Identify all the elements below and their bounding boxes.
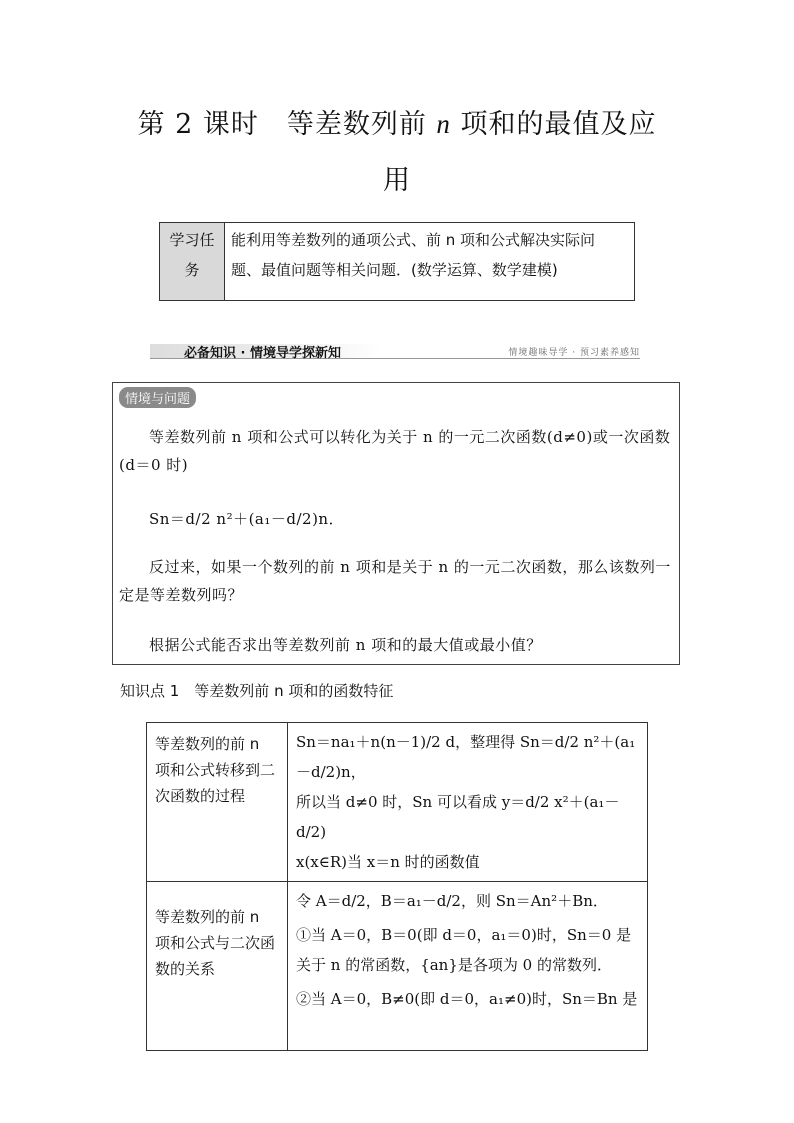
scenario-paragraph-2: 反过来，如果一个数列的前 n 项和是关于 n 的一元二次函数，那么该数列一 定是等差数列吗？ [119,558,671,604]
table-row [147,723,648,882]
table-row [147,882,648,1051]
banner-subtitle: 情境趣味导学 · 预习素养感知 [508,348,640,358]
page-title: 第 2 课时 等差数列前 n 项和的最值及应 用 [137,109,657,196]
learning-task-text: 能利用等差数列的通项公式、前 n 项和公式解决实际问 题、最值问题等相关问题．(数学运算、数学建模) [231,231,596,279]
scenario-formula: Sn＝d/2 n²＋(a₁－d/2)n． [149,510,345,528]
section-banner [150,340,640,360]
scenario-paragraph-1: 等差数列前 n 项和公式可以转化为关于 n 的一元二次函数(d≠0)或一次函数 (d＝0 时) [119,428,671,474]
table-row-head: 等差数列的前 n 项和公式与二次函数的关系 [147,882,288,1051]
table-row-content: 令 A＝d/2，B＝a₁－d/2，则 Sn＝An²＋Bn． ①当 A＝0，B＝0(即 d＝0，a₁＝0)时，Sn＝0 是关于 n 的常函数，{an}是各项为 0 的常数列． ②当 A＝0，B≠0(即 d＝0，a₁≠0)时，Sn＝Bn 是 [288,882,648,1051]
table-row-content: Sn＝na₁＋n(n－1)/2 d，整理得 Sn＝d/2 n²＋(a₁－d/2)n， 所以当 d≠0 时，Sn 可以看成 y＝d/2 x²＋(a₁－d/2) x(x∈R)当 x＝n 时的函数值 [288,723,648,882]
learning-task-box [159,222,635,301]
knowledge-point-heading: 知识点 1 等差数列前 n 项和的函数特征 [120,682,394,700]
knowledge-table [146,722,648,1051]
scenario-tag: 情境与问题 [119,387,196,408]
table-row-head: 等差数列的前 n 项和公式转移到二次函数的过程 [147,723,288,882]
banner-title: 必备知识 · 情境导学探新知 [184,346,341,361]
scenario-box [112,382,680,665]
learning-task-label: 学习任 务 [160,223,225,300]
scenario-paragraph-3: 根据公式能否求出等差数列前 n 项和的最大值或最小值？ [149,636,542,654]
